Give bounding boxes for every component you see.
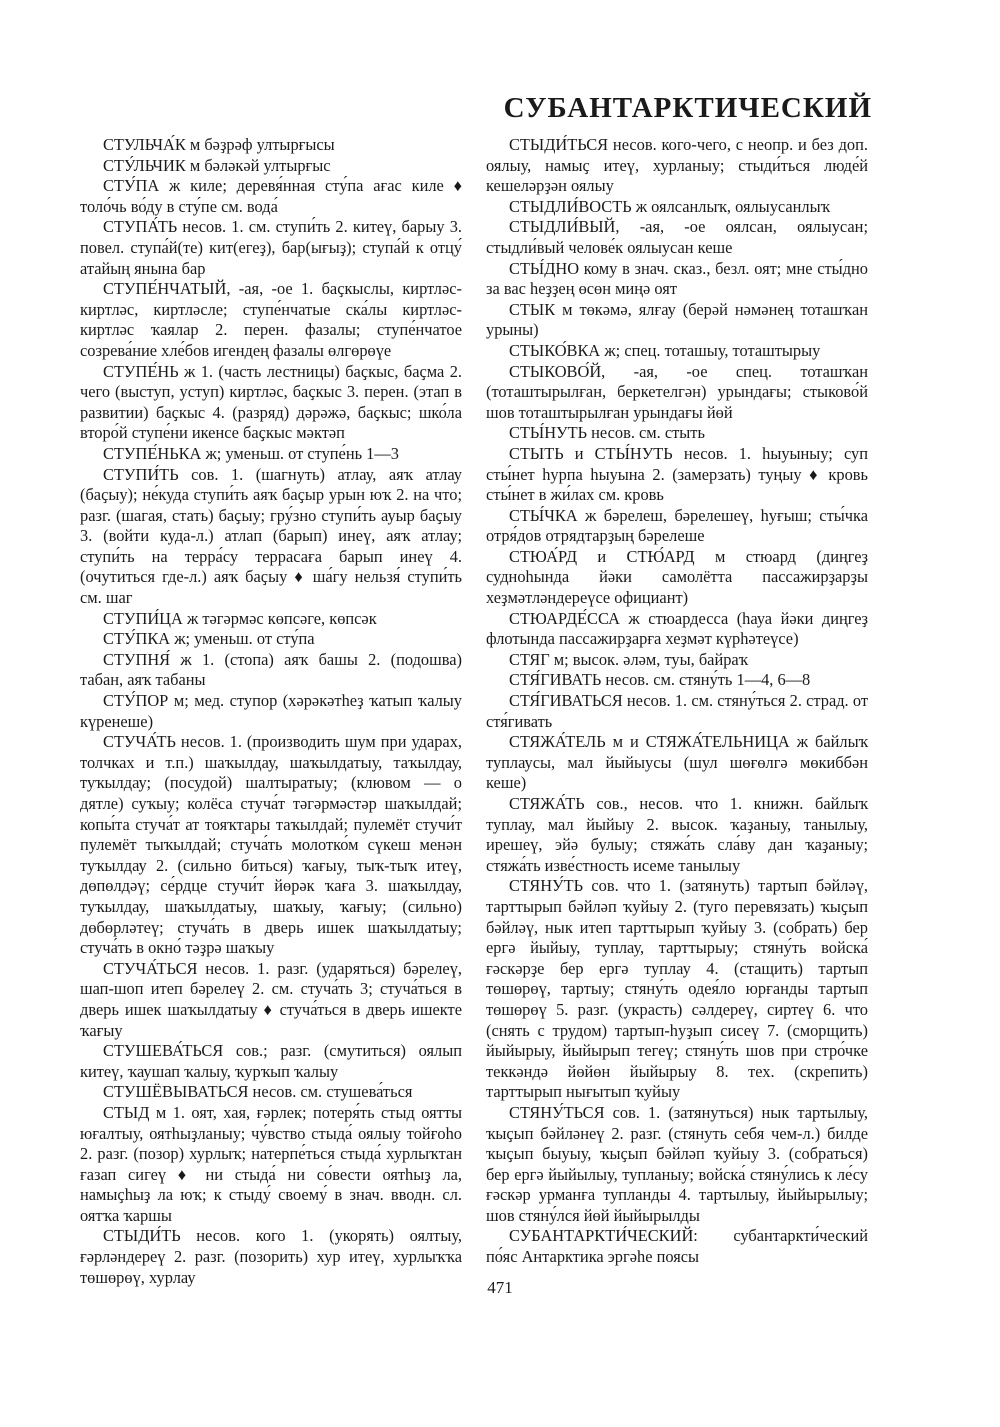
dictionary-entry: СТУ́ПОР м; мед. ступор (хәрәкәтһеҙ ҡатып ҡалыу күренеше) bbox=[80, 691, 462, 731]
dictionary-entry: СТЫДИ́ТЬ несов. кого 1. (укорять) оялтыу, ғәрләндереү 2. разг. (позорить) хур итеү, хурлыҡҡа төшөрөү, хурлау bbox=[80, 1226, 462, 1287]
page-number: 471 bbox=[487, 1278, 513, 1297]
running-head: СУБАНТАРКТИЧЕСКИЙ bbox=[503, 92, 872, 124]
dictionary-entry: СТЯГ м; высок. әләм, туы, байраҡ bbox=[508, 649, 749, 669]
dictionary-entry: СТЫ́ДНО кому в знач. сказ., безл. оят; мне сты́дно за вас һеҙҙең өсөн миңә оят bbox=[486, 258, 868, 299]
dictionary-entry: СТЫДЛИ́ВЫЙ, -ая, -ое оялсан, оялыусан; стыдли́вый челове́к оялыусан кеше bbox=[486, 217, 868, 257]
dictionary-entry: СТЯ́ГИВАТЬСЯ несов. 1. см. стяну́ться 2. страд. от стя́гивать bbox=[486, 691, 868, 731]
dictionary-entry: СУБАНТАРКТИ́ЧЕСКИЙ: субантаркти́ческий по́яс Антарктика эргәһе поясы bbox=[486, 1226, 868, 1267]
dictionary-entry: СТЯЖА́ТЕЛЬ м и СТЯЖА́ТЕЛЬНИЦА ж байлыҡ туплаусы, мал йыйыусы (шул шөғөлгә мөкиббән кеше) bbox=[486, 732, 868, 793]
dictionary-entry: СТУПЕ́НЧАТЫЙ, -ая, -ое 1. баҫкыслы, киртләс-киртләс, киртләсле; ступе́нчатые ска́лы киртләс-киртләс ҡаялар 2. перен. фазалы; ступе́нчатое созрева́ние хле́бов игендең фазалы өлгөрөүе bbox=[80, 279, 462, 360]
dictionary-entry: СТУ́ПКА ж; уменьш. от сту́па bbox=[102, 629, 315, 649]
dictionary-entry: СТЫД м 1. оят, хая, ғәрлек; потеря́ть стыд оятты юғалтыу, оятһыҙланыу; чу́вство стыда́ оялыу тойғоһо 2. разг. (позор) хурлыҡ; натерпе́ться стыда́ хурлыҡтан ғазап сигеү ♦ ни стыда́ ни со́вести оятһыҙ ла, намыҫһыҙ ла юҡ; к стыду́ своему́ в знач. вводн. сл. оятҡа ҡаршы bbox=[80, 1102, 462, 1225]
dictionary-entry: СТЫ́ЧКА ж бәрелеш, бәрелешеү, һуғыш; сты́чка отря́дов отрядтарҙың бәрелеше bbox=[486, 505, 868, 546]
right-column bbox=[486, 135, 868, 1268]
dictionary-entry: СТЫКО́ВКА ж; спец. тоташыу, тоташтырыу bbox=[508, 340, 821, 360]
dictionary-entry: СТУШЁВЫВАТЬСЯ несов. см. стушева́ться bbox=[102, 1082, 413, 1102]
dictionary-entry: СТУПНЯ́ ж 1. (стопа) аяҡ башы 2. (подошва) табан, аяҡ табаны bbox=[80, 649, 462, 690]
dictionary-entry: СТУЧА́ТЬСЯ несов. 1. разг. (ударяться) бәрелеү, шап-шоп итеп бәрелеү 2. см. стуча́ть 3; стуча́ться в дверь ишек шаҡылдатыу ♦ стуча́ться в дверь ишекте ҡағыу bbox=[80, 958, 462, 1040]
dictionary-entry: СТЯ́ГИВАТЬ несов. см. стяну́ть 1—4, 6—8 bbox=[508, 670, 811, 690]
dictionary-entry: СТУПА́ТЬ несов. 1. см. ступи́ть 2. китеү, барыу 3. повел. ступа́й(те) кит(егеҙ), бар(ығыҙ); ступа́й к отцу́ атайың янына бар bbox=[80, 217, 462, 278]
dictionary-entry: СТЫТЬ и СТЫ́НУТЬ несов. 1. һыуыныу; суп сты́нет һурпа һыуына 2. (замерзать) туңыу ♦ кровь сты́нет в жи́лах см. кровь bbox=[486, 443, 868, 505]
dictionary-entry: СТЫК м төкәмә, ялғау (берәй нәмәнең тоташҡан урыны) bbox=[486, 299, 868, 340]
dictionary-entry: СТУ́ПА ж киле; деревя́нная сту́па ағас киле ♦ толо́чь во́ду в сту́пе см. вода́ bbox=[80, 176, 462, 216]
dictionary-entry: СТУЧА́ТЬ несов. 1. (производить шум при ударах, толчках и т.п.) шаҡылдау, шаҡылдатыу, таҡылдау, туҡылдау; (посудой) шалтыратыу; (клювом — о дятле) суҡыу; колёса стуча́т тәгәрмәстәр шаҡылдай; копы́та стуча́т ат тояҡтары таҡылдай; пулемёт стучи́т пулемёт тыҡылдай; стуча́ть молотко́м сүкеш менән туҡылдау 2. (сильно биться) ҡағыу, тыҡ-тыҡ итеү, дөпөлдәү; се́рдце стучи́т йөрәк ҡаға 3. шаҡылдау, туҡылдау, шаҡылдатыу, шаҡыу, ҡағыу; (сильно) дөбөрләтеү; стуча́ть в дверь ишек шаҡылдатыу; стуча́ть в окно́ тәҙрә шаҡыу bbox=[80, 732, 462, 958]
dictionary-entry: СТЯНУ́ТЬСЯ сов. 1. (затянуться) нык тартылыу, ҡыҫып бәйләнеү 2. разг. (стянуть себя чем-л.) билде ҡыҫып быуыу, ҡыҫып бәйләп ҡуйыу 3. (собраться) бер ергә йыйылыу, тупланыу; войска́ стяну́лись к ле́су ғәскәр урманға тупланды 4. тартылыу, йыйырылыу; шов стяну́лся йөй йыйырылды bbox=[486, 1102, 868, 1225]
dictionary-entry: СТУПИ́ЦА ж тәгәрмәс көпсәге, көпсәк bbox=[102, 608, 377, 628]
dictionary-entry: СТУ́ЛЬЧИК м бәләкәй ултырғыс bbox=[102, 155, 331, 175]
dictionary-entry: СТЮА́РД и СТЮ́АРД м стюард (диңгеҙ судноһында йәки самолётта пассажирҙарҙы хеҙмәтләндереүсе официант) bbox=[486, 546, 868, 608]
dictionary-entry: СТУПИ́ТЬ сов. 1. (шагнуть) атлау, аяҡ атлау (баҫыу); не́куда ступи́ть аяҡ баҫыр урын юҡ 2. на что; разг. (шагая, стать) баҫыу; гру́зно ступи́ть ауыр баҫыу 3. (войти куда-л.) атлап (барып) инеү, аяҡ атлау; ступи́ть на терра́су террасаға барып инеү 4. (очутиться где-л.) аяҡ баҫыу ♦ ша́гу нельзя́ ступи́ть см. шаг bbox=[80, 464, 462, 608]
dictionary-entry: СТУЛЬЧА́К м бәҙрәф ултырғысы bbox=[102, 135, 335, 154]
left-column bbox=[80, 135, 462, 1288]
dictionary-entry: СТЯЖА́ТЬ сов., несов. что 1. книжн. байлыҡ туплау, мал йыйыу 2. высок. ҡаҙаныу, танылыу, ирешеү, эйә булыу; стяжа́ть сла́ву дан ҡаҙаныу; стяжа́ть изве́стность исеме танылыу bbox=[486, 794, 868, 875]
dictionary-entry: СТУПЕ́НЬ ж 1. (часть лестницы) баҫкыс, баҫма 2. чего (выступ, уступ) киртләс, баҫкыс 3. перен. (этап в развитии) баҫкыс 4. (разряд) дәрәжә, баҫкыс; шко́ла второ́й ступе́ни икенсе баҫкыс мәктәп bbox=[80, 361, 462, 443]
dictionary-entry: СТЮАРДЕ́ССА ж стюардесса (һауа йәки диңгеҙ флотында пассажирҙарға хеҙмәт күрһәтеүсе) bbox=[486, 608, 868, 649]
dictionary-entry: СТЫДИ́ТЬСЯ несов. кого-чего, с неопр. и без доп. оялыу, намыҫ итеү, хурланыу; стыди́ться люде́й кешеләрҙән оялыу bbox=[486, 135, 868, 196]
dictionary-entry: СТЫДЛИ́ВОСТЬ ж оялсанлыҡ, оялыусанлыҡ bbox=[508, 196, 830, 216]
dictionary-entry: СТУШЕВА́ТЬСЯ сов.; разг. (смутиться) оялып китеү, ҡаушап ҡалыу, ҡурҡып ҡалыу bbox=[80, 1041, 462, 1081]
dictionary-entry: СТЯНУ́ТЬ сов. что 1. (затянуть) тартып бәйләү, тарттырып бәйләп ҡуйыу 2. (туго перевязать) ҡыҫып бәйләү, нык итеп тарттырып ҡуйыу 3. (собрать) бер ергә йыйыу, туплау, тарттырыу; стяну́ть войска́ ғәскәрҙе бер ергә туплау 4. (стащить) тартып төшөрөү, тартыу; стяну́ть одея́ло юрғанды тартып төшөрөү 5. разг. (украсть) сәлдереү, сиртеү 6. что (снять с трудом) тартып-һуҙып сисеү 7. (сморщить) йыйырыу, йыйырып тегеү; стяну́ть шов при стро́чке теккәндә йөйөн йыйырыу 8. тех. (скрепить) тарттырып нығытып ҡуйыу bbox=[486, 876, 868, 1102]
dictionary-entry: СТЫКОВО́Й, -ая, -ое спец. тоташҡан (тоташтырылған, беркетелгән) урындағы; стыково́й шов тоташтырылған урындағы йөй bbox=[486, 361, 868, 422]
dictionary-entry: СТУПЕ́НЬКА ж; уменьш. от ступе́нь 1—3 bbox=[102, 443, 399, 463]
dictionary-entry: СТЫ́НУТЬ несов. см. стыть bbox=[508, 423, 705, 443]
